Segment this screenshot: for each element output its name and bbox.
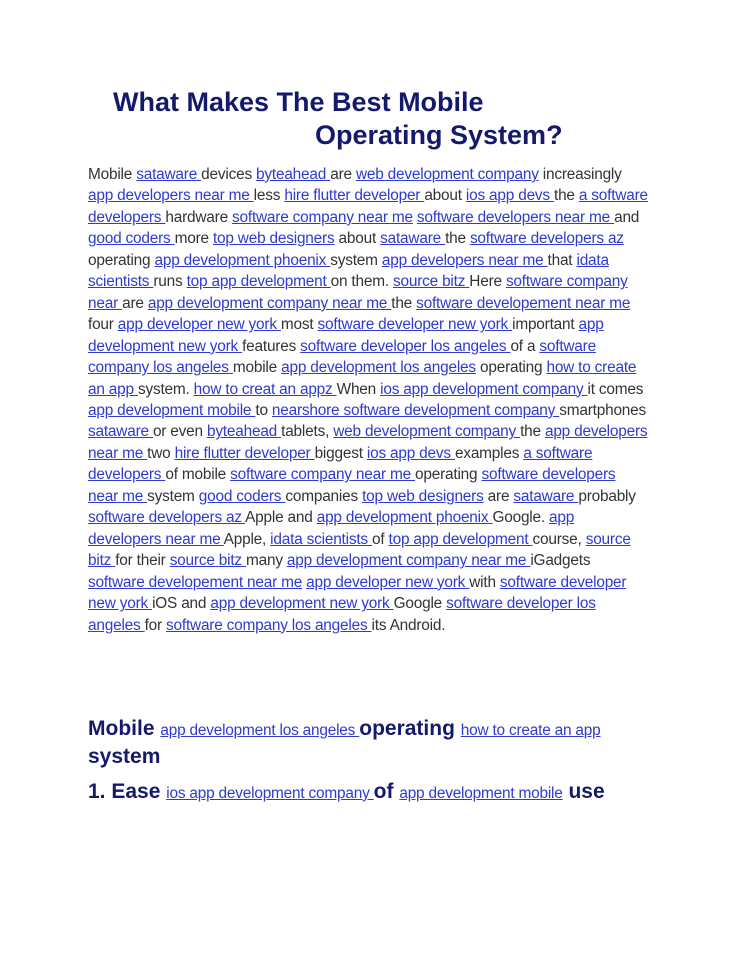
text-run: 1. Ease bbox=[88, 780, 167, 803]
text-run: that bbox=[547, 251, 577, 269]
text-run: four bbox=[88, 316, 118, 334]
inline-link[interactable]: app developers near me bbox=[88, 423, 648, 462]
text-run: and bbox=[614, 208, 640, 226]
text-run: system. bbox=[137, 380, 194, 398]
inline-link[interactable]: app development phoenix bbox=[154, 251, 331, 269]
inline-link[interactable]: how to create an app bbox=[460, 722, 601, 739]
text-run: about bbox=[334, 230, 381, 248]
text-run: Apple, bbox=[223, 530, 271, 548]
text-run: iGadgets bbox=[530, 552, 591, 570]
inline-link[interactable]: app development company near me bbox=[147, 294, 392, 312]
inline-link[interactable]: idata scientists bbox=[88, 251, 609, 291]
text-run: tablets, bbox=[281, 423, 334, 441]
subsection-heading bbox=[88, 779, 648, 807]
text-run: Google. bbox=[492, 509, 550, 527]
inline-link[interactable]: ios app development company bbox=[166, 785, 374, 802]
inline-link[interactable]: app development new york bbox=[210, 595, 394, 613]
text-run: of bbox=[373, 780, 400, 803]
text-run: of bbox=[372, 530, 389, 548]
inline-link[interactable]: software developers az bbox=[469, 230, 624, 248]
text-run: system bbox=[147, 487, 199, 505]
inline-link[interactable]: sataware bbox=[513, 487, 579, 505]
text-run: mobile bbox=[232, 359, 282, 377]
text-run: Here bbox=[469, 273, 506, 291]
inline-link[interactable]: good coders bbox=[198, 487, 286, 505]
text-run: biggest bbox=[314, 444, 367, 462]
inline-link[interactable]: top web designers bbox=[212, 230, 335, 248]
inline-link[interactable]: app developer new york bbox=[306, 573, 470, 591]
inline-link[interactable]: software developers near me bbox=[416, 208, 615, 226]
text-run: are bbox=[330, 166, 356, 183]
inline-link[interactable]: software company los angeles bbox=[166, 616, 372, 634]
text-run: companies bbox=[285, 487, 363, 505]
text-run: the bbox=[445, 230, 470, 248]
text-run: the bbox=[554, 187, 579, 205]
inline-link[interactable]: software company near bbox=[88, 273, 628, 312]
text-run: operating bbox=[475, 359, 547, 377]
text-run: for their bbox=[115, 552, 170, 570]
inline-link[interactable]: hire flutter developer bbox=[174, 444, 315, 462]
text-run: on them. bbox=[330, 273, 393, 291]
inline-link[interactable]: ios app devs bbox=[366, 444, 455, 462]
inline-link[interactable]: a software developers bbox=[88, 187, 648, 226]
page-title-line-1: What Makes The Best Mobile bbox=[113, 87, 484, 117]
text-run: of mobile bbox=[165, 466, 231, 484]
text-run: Google bbox=[393, 595, 447, 613]
text-run: When bbox=[336, 380, 381, 398]
text-run: are bbox=[483, 487, 514, 505]
inline-link[interactable]: app developers near me bbox=[381, 251, 548, 269]
text-run: devices bbox=[201, 166, 257, 183]
inline-link[interactable]: app development mobile bbox=[399, 785, 563, 802]
inline-link[interactable]: software developement near me bbox=[416, 294, 631, 312]
text-run: about bbox=[424, 187, 466, 205]
inline-link[interactable]: how to creat an appz bbox=[193, 380, 337, 398]
text-run: smartphones bbox=[559, 401, 647, 419]
inline-link[interactable]: top app development bbox=[388, 530, 533, 548]
inline-link[interactable]: nearshore software development company bbox=[271, 401, 560, 419]
text-run: its Android. bbox=[371, 616, 446, 634]
text-run: operating bbox=[88, 251, 155, 269]
inline-link[interactable]: app development company near me bbox=[286, 552, 531, 570]
inline-link[interactable]: app developer new york bbox=[117, 316, 281, 334]
inline-link[interactable]: software company near me bbox=[230, 466, 416, 484]
text-run: to bbox=[255, 401, 272, 419]
text-run: probably bbox=[578, 487, 636, 505]
text-run: with bbox=[469, 573, 500, 591]
inline-link[interactable]: good coders bbox=[88, 230, 175, 248]
text-run: two bbox=[147, 444, 175, 462]
inline-link[interactable]: software developers az bbox=[88, 509, 246, 527]
inline-link[interactable]: top web designers bbox=[362, 487, 484, 505]
inline-link[interactable]: sataware bbox=[136, 166, 202, 183]
text-run: the bbox=[391, 294, 417, 312]
text-run: or even bbox=[152, 423, 207, 441]
text-run: examples bbox=[454, 444, 524, 462]
inline-link[interactable]: app development new york bbox=[88, 316, 604, 355]
text-run: hardware bbox=[165, 208, 233, 226]
inline-link[interactable]: ios app development company bbox=[380, 380, 588, 398]
text-run: course, bbox=[532, 530, 586, 548]
text-run: the bbox=[520, 423, 545, 441]
inline-link[interactable]: app developers near me bbox=[88, 187, 254, 205]
inline-link[interactable]: how to create an app bbox=[88, 359, 637, 398]
text-run: increasingly bbox=[538, 166, 622, 183]
text-run: many bbox=[245, 552, 287, 570]
text-run: system bbox=[88, 745, 161, 768]
inline-link[interactable]: sataware bbox=[88, 423, 153, 441]
inline-link[interactable]: sataware bbox=[380, 230, 446, 248]
inline-link[interactable]: software developer los angeles bbox=[88, 595, 596, 634]
inline-link[interactable]: source bitz bbox=[393, 273, 470, 291]
inline-link[interactable]: software developer new york bbox=[88, 573, 627, 613]
inline-link[interactable]: software company near me bbox=[232, 208, 413, 226]
inline-link[interactable]: source bitz bbox=[88, 530, 631, 570]
inline-link[interactable]: app development los angeles bbox=[281, 359, 476, 377]
text-run: features bbox=[242, 337, 301, 355]
text-run: iOS and bbox=[152, 595, 211, 613]
inline-link[interactable]: source bitz bbox=[169, 552, 246, 570]
inline-link[interactable]: app developers near me bbox=[88, 509, 575, 548]
text-run: are bbox=[122, 294, 148, 312]
page-title-line-2: Operating System? bbox=[315, 120, 563, 150]
text-run: most bbox=[280, 316, 318, 334]
text-run: less bbox=[253, 187, 285, 205]
inline-link[interactable]: ios app devs bbox=[465, 187, 554, 205]
inline-link[interactable]: a software developers bbox=[88, 444, 593, 484]
text-run: of a bbox=[510, 337, 540, 355]
text-run: important bbox=[512, 316, 579, 334]
text-run: Mobile bbox=[88, 717, 161, 740]
inline-link[interactable]: byteahead bbox=[256, 166, 331, 183]
text-run: operating bbox=[359, 717, 461, 740]
text-run: system bbox=[330, 251, 382, 269]
inline-link[interactable]: byteahead bbox=[206, 423, 282, 441]
text-run: operating bbox=[415, 466, 482, 484]
inline-link[interactable]: web development company bbox=[333, 423, 521, 441]
page-title bbox=[88, 86, 648, 152]
inline-link[interactable]: app development phoenix bbox=[316, 509, 493, 527]
section-heading bbox=[88, 716, 648, 770]
inline-link[interactable]: idata scientists bbox=[270, 530, 372, 548]
inline-link[interactable]: software developement near me bbox=[88, 573, 303, 591]
inline-link[interactable]: web development company bbox=[355, 166, 539, 183]
inline-link[interactable]: software company los angeles bbox=[88, 337, 596, 377]
inline-link[interactable]: hire flutter developer bbox=[284, 187, 425, 205]
inline-link[interactable]: app development mobile bbox=[88, 401, 256, 419]
text-run: runs bbox=[153, 273, 187, 291]
text-run: Apple and bbox=[245, 509, 317, 527]
text-run: for bbox=[144, 616, 167, 634]
text-run: use bbox=[562, 780, 605, 803]
inline-link[interactable]: software developer los angeles bbox=[300, 337, 511, 355]
text-run: Mobile bbox=[88, 166, 137, 183]
inline-link[interactable]: software developer new york bbox=[317, 316, 513, 334]
text-run: more bbox=[174, 230, 213, 248]
inline-link[interactable]: top app development bbox=[186, 273, 331, 291]
inline-link[interactable]: software developers near me bbox=[88, 466, 616, 505]
inline-link[interactable]: app development los angeles bbox=[160, 722, 360, 739]
body-paragraph bbox=[88, 164, 648, 636]
text-run: it comes bbox=[587, 380, 644, 398]
